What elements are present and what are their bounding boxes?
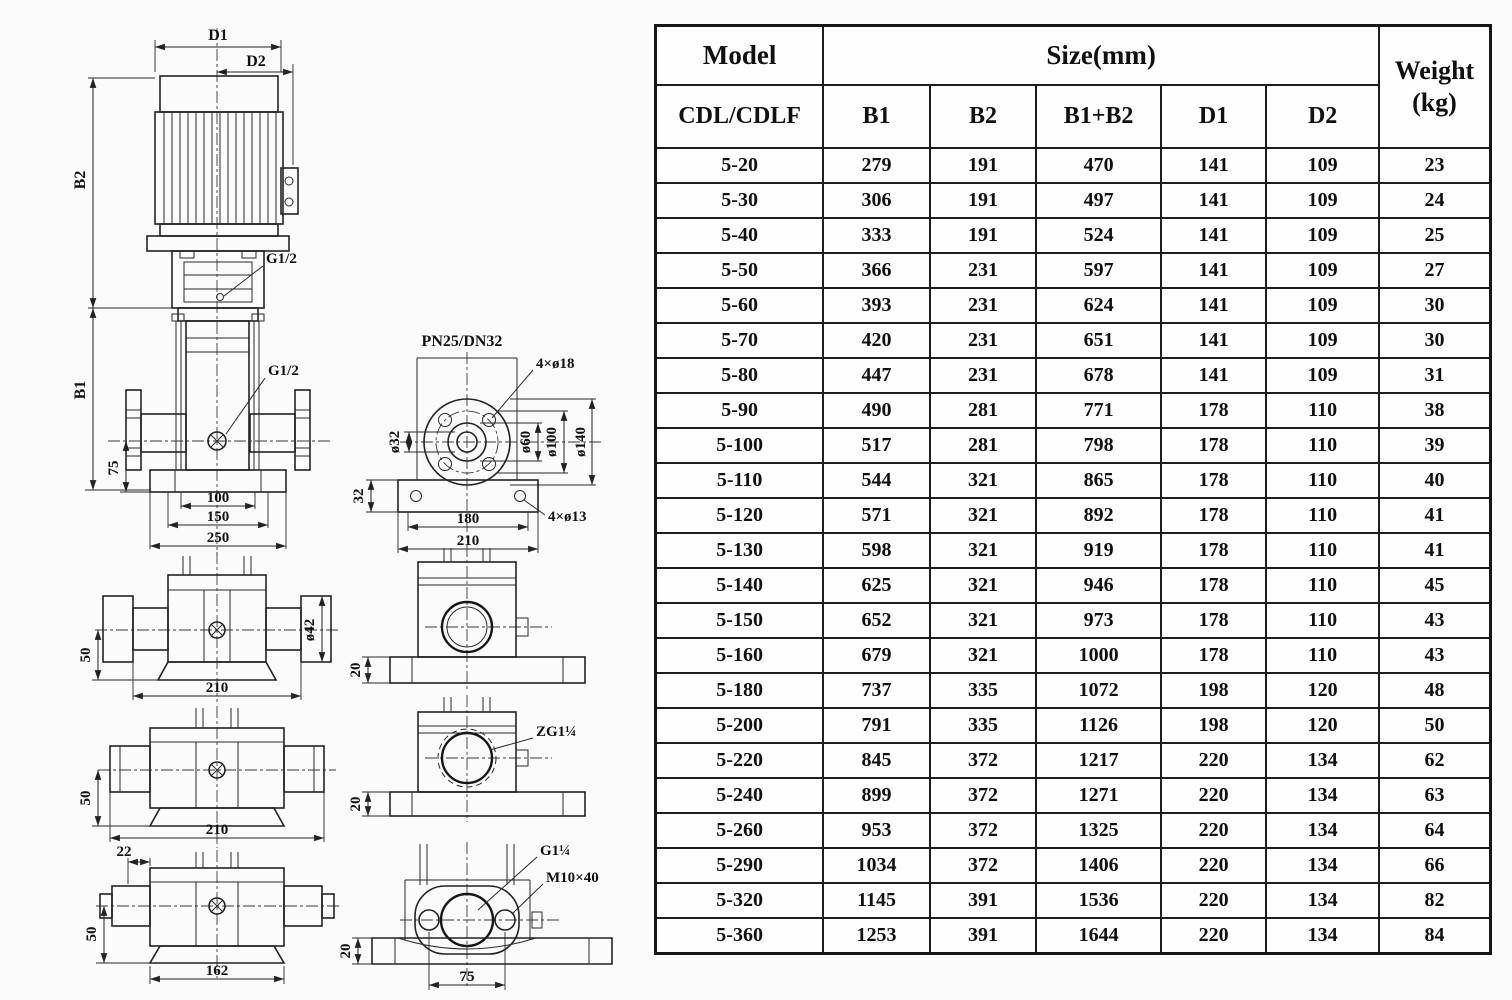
cell-b2: 372 bbox=[930, 778, 1037, 813]
side-view-d2 bbox=[338, 842, 612, 990]
cell-d1: 220 bbox=[1161, 813, 1266, 848]
cell-model: 5-180 bbox=[656, 673, 824, 708]
dim-50-label-b: 50 bbox=[78, 647, 94, 663]
bolt-m10x40-label: M10×40 bbox=[546, 870, 599, 886]
cell-b2: 281 bbox=[930, 393, 1037, 428]
cell-b1b2: 470 bbox=[1036, 148, 1161, 183]
cell-b1b2: 678 bbox=[1036, 358, 1161, 393]
side-view-b2 bbox=[348, 545, 585, 692]
header-d2: D2 bbox=[1266, 85, 1379, 148]
cell-b2: 372 bbox=[930, 848, 1037, 883]
dim-210-label-b: 210 bbox=[205, 680, 229, 696]
motor bbox=[147, 76, 298, 258]
cell-d1: 178 bbox=[1161, 393, 1266, 428]
cell-b2: 231 bbox=[930, 288, 1037, 323]
cell-d2: 110 bbox=[1266, 463, 1379, 498]
cell-model: 5-70 bbox=[656, 323, 824, 358]
cell-model: 5-120 bbox=[656, 498, 824, 533]
cell-b1: 1145 bbox=[823, 883, 930, 918]
cell-weight: 62 bbox=[1379, 743, 1491, 778]
dim-50-label-d: 50 bbox=[84, 926, 100, 942]
cell-b2: 191 bbox=[930, 218, 1037, 253]
dim-250-label: 250 bbox=[206, 530, 230, 546]
dim-b1-label: B1 bbox=[72, 380, 89, 400]
cell-b1b2: 1406 bbox=[1036, 848, 1161, 883]
cell-b1: 953 bbox=[823, 813, 930, 848]
cell-model: 5-60 bbox=[656, 288, 824, 323]
cell-b2: 231 bbox=[930, 358, 1037, 393]
cell-b1b2: 973 bbox=[1036, 603, 1161, 638]
pump-base bbox=[150, 470, 286, 492]
dim-b2-label: B2 bbox=[72, 170, 89, 190]
cell-model: 5-140 bbox=[656, 568, 824, 603]
dim-20-label-b2: 20 bbox=[348, 662, 364, 678]
motor-stool bbox=[172, 251, 264, 308]
dim-50-label-c: 50 bbox=[78, 790, 94, 806]
cell-b1b2: 798 bbox=[1036, 428, 1161, 463]
cell-weight: 40 bbox=[1379, 463, 1491, 498]
cell-b2: 321 bbox=[930, 498, 1037, 533]
cell-model: 5-360 bbox=[656, 918, 824, 954]
cell-b1: 279 bbox=[823, 148, 930, 183]
cell-b1: 791 bbox=[823, 708, 930, 743]
header-b2: B2 bbox=[930, 85, 1037, 148]
cell-b1b2: 1536 bbox=[1036, 883, 1161, 918]
table-row bbox=[656, 428, 1491, 463]
cell-b1: 598 bbox=[823, 533, 930, 568]
cell-b1b2: 624 bbox=[1036, 288, 1161, 323]
cell-b2: 321 bbox=[930, 463, 1037, 498]
cell-d2: 110 bbox=[1266, 498, 1379, 533]
size-table bbox=[654, 24, 1492, 955]
cell-weight: 41 bbox=[1379, 498, 1491, 533]
cell-model: 5-100 bbox=[656, 428, 824, 463]
cell-b1b2: 497 bbox=[1036, 183, 1161, 218]
cell-weight: 50 bbox=[1379, 708, 1491, 743]
cell-weight: 27 bbox=[1379, 253, 1491, 288]
cell-b1b2: 1000 bbox=[1036, 638, 1161, 673]
side-view-c bbox=[78, 706, 336, 848]
cell-b1b2: 946 bbox=[1036, 568, 1161, 603]
dim-phi42-label: ø42 bbox=[302, 618, 318, 642]
cell-b1: 393 bbox=[823, 288, 930, 323]
cell-weight: 45 bbox=[1379, 568, 1491, 603]
cell-weight: 38 bbox=[1379, 393, 1491, 428]
cell-d1: 178 bbox=[1161, 638, 1266, 673]
table-row bbox=[656, 743, 1491, 778]
cell-b2: 335 bbox=[930, 708, 1037, 743]
header-weight-line2: (kg) bbox=[1412, 88, 1457, 117]
dim-150-label: 150 bbox=[206, 509, 230, 525]
side-view-c2 bbox=[348, 695, 585, 822]
cell-b1b2: 1644 bbox=[1036, 918, 1161, 954]
cell-model: 5-290 bbox=[656, 848, 824, 883]
cell-d2: 134 bbox=[1266, 813, 1379, 848]
cell-model: 5-160 bbox=[656, 638, 824, 673]
cell-d1: 141 bbox=[1161, 148, 1266, 183]
cell-d1: 141 bbox=[1161, 253, 1266, 288]
thread-zg114-label: ZG1¼ bbox=[536, 724, 577, 740]
cell-model: 5-30 bbox=[656, 183, 824, 218]
dim-180-label: 180 bbox=[456, 511, 480, 527]
cell-b2: 321 bbox=[930, 603, 1037, 638]
cell-weight: 43 bbox=[1379, 603, 1491, 638]
cell-b1: 1253 bbox=[823, 918, 930, 954]
header-model-sub: CDL/CDLF bbox=[656, 85, 824, 148]
cell-b1: 1034 bbox=[823, 848, 930, 883]
dim-20-label-d2: 20 bbox=[338, 943, 354, 959]
base-hole bbox=[515, 491, 526, 502]
table-row bbox=[656, 708, 1491, 743]
cell-d1: 220 bbox=[1161, 743, 1266, 778]
cell-weight: 23 bbox=[1379, 148, 1491, 183]
dim-75-label-d2: 75 bbox=[459, 969, 475, 985]
cell-d2: 109 bbox=[1266, 183, 1379, 218]
cell-b1: 899 bbox=[823, 778, 930, 813]
cell-b2: 372 bbox=[930, 743, 1037, 778]
cell-b1b2: 919 bbox=[1036, 533, 1161, 568]
cell-d2: 109 bbox=[1266, 253, 1379, 288]
header-d1: D1 bbox=[1161, 85, 1266, 148]
table-row bbox=[656, 603, 1491, 638]
cell-d1: 178 bbox=[1161, 463, 1266, 498]
cell-b2: 321 bbox=[930, 568, 1037, 603]
table-row bbox=[656, 183, 1491, 218]
cell-weight: 24 bbox=[1379, 183, 1491, 218]
cell-b2: 191 bbox=[930, 148, 1037, 183]
base-hole bbox=[411, 491, 422, 502]
table-row bbox=[656, 778, 1491, 813]
cell-weight: 25 bbox=[1379, 218, 1491, 253]
side-view-d bbox=[84, 844, 342, 984]
cell-d2: 109 bbox=[1266, 358, 1379, 393]
cell-b1: 737 bbox=[823, 673, 930, 708]
cell-b1b2: 771 bbox=[1036, 393, 1161, 428]
cell-d2: 120 bbox=[1266, 673, 1379, 708]
cell-weight: 39 bbox=[1379, 428, 1491, 463]
main-front-view bbox=[72, 27, 330, 556]
cell-b1b2: 1126 bbox=[1036, 708, 1161, 743]
cell-model: 5-240 bbox=[656, 778, 824, 813]
side-view-b bbox=[78, 552, 340, 702]
cell-model: 5-110 bbox=[656, 463, 824, 498]
cell-b2: 372 bbox=[930, 813, 1037, 848]
base-holes-label: 4×ø13 bbox=[548, 509, 587, 525]
cell-model: 5-50 bbox=[656, 253, 824, 288]
cell-b1: 571 bbox=[823, 498, 930, 533]
cell-d2: 110 bbox=[1266, 638, 1379, 673]
cell-d1: 141 bbox=[1161, 183, 1266, 218]
cell-model: 5-150 bbox=[656, 603, 824, 638]
pump-technical-drawing bbox=[0, 0, 655, 1000]
cell-model: 5-130 bbox=[656, 533, 824, 568]
cell-d1: 220 bbox=[1161, 778, 1266, 813]
cell-b2: 335 bbox=[930, 673, 1037, 708]
cell-d1: 220 bbox=[1161, 918, 1266, 954]
table-row bbox=[656, 883, 1491, 918]
table-row bbox=[656, 218, 1491, 253]
table-row bbox=[656, 848, 1491, 883]
cell-b1b2: 1325 bbox=[1036, 813, 1161, 848]
cell-model: 5-80 bbox=[656, 358, 824, 393]
dim-phi32-label: ø32 bbox=[387, 430, 403, 454]
cell-model: 5-20 bbox=[656, 148, 824, 183]
cell-b2: 391 bbox=[930, 918, 1037, 954]
flange-title: PN25/DN32 bbox=[421, 333, 503, 350]
cell-weight: 31 bbox=[1379, 358, 1491, 393]
dim-75-label: 75 bbox=[106, 460, 122, 476]
cell-b1b2: 597 bbox=[1036, 253, 1161, 288]
cell-d1: 178 bbox=[1161, 568, 1266, 603]
header-b1: B1 bbox=[823, 85, 930, 148]
cell-b1: 517 bbox=[823, 428, 930, 463]
cell-d2: 134 bbox=[1266, 883, 1379, 918]
dim-d2-label: D2 bbox=[246, 53, 266, 70]
cell-b1b2: 1217 bbox=[1036, 743, 1161, 778]
cell-d1: 141 bbox=[1161, 288, 1266, 323]
table-row bbox=[656, 673, 1491, 708]
table-row bbox=[656, 288, 1491, 323]
dim-phi60-label: ø60 bbox=[518, 430, 534, 454]
header-weight-line1: Weight bbox=[1394, 55, 1475, 85]
header-b1b2: B1+B2 bbox=[1036, 85, 1161, 148]
cell-d1: 198 bbox=[1161, 708, 1266, 743]
cell-weight: 48 bbox=[1379, 673, 1491, 708]
flange-bolt-holes-label: 4×ø18 bbox=[536, 356, 575, 372]
cell-d1: 141 bbox=[1161, 358, 1266, 393]
cell-b1b2: 892 bbox=[1036, 498, 1161, 533]
table-row bbox=[656, 323, 1491, 358]
table-row bbox=[656, 148, 1491, 183]
cell-d2: 109 bbox=[1266, 218, 1379, 253]
cell-b1: 544 bbox=[823, 463, 930, 498]
cell-d1: 141 bbox=[1161, 323, 1266, 358]
dim-210-label-c: 210 bbox=[205, 822, 229, 838]
cell-b1b2: 651 bbox=[1036, 323, 1161, 358]
cell-d2: 120 bbox=[1266, 708, 1379, 743]
dim-phi140-label: ø140 bbox=[573, 427, 589, 457]
cell-d2: 110 bbox=[1266, 603, 1379, 638]
drain-thread-label: G1/2 bbox=[268, 363, 299, 379]
cell-b1: 625 bbox=[823, 568, 930, 603]
cell-d2: 110 bbox=[1266, 393, 1379, 428]
cell-d2: 110 bbox=[1266, 568, 1379, 603]
table-row bbox=[656, 498, 1491, 533]
cell-d2: 109 bbox=[1266, 323, 1379, 358]
table-row bbox=[656, 358, 1491, 393]
header-size: Size(mm) bbox=[823, 26, 1379, 86]
vent-thread-label: G1/2 bbox=[266, 251, 297, 267]
cell-b1b2: 1271 bbox=[1036, 778, 1161, 813]
table-row bbox=[656, 813, 1491, 848]
cell-d1: 141 bbox=[1161, 218, 1266, 253]
cell-b1: 447 bbox=[823, 358, 930, 393]
cell-b1b2: 1072 bbox=[1036, 673, 1161, 708]
cell-model: 5-90 bbox=[656, 393, 824, 428]
cell-b2: 231 bbox=[930, 253, 1037, 288]
cell-b1b2: 524 bbox=[1036, 218, 1161, 253]
cell-b1: 306 bbox=[823, 183, 930, 218]
cell-b1b2: 865 bbox=[1036, 463, 1161, 498]
dim-32-label: 32 bbox=[351, 488, 367, 504]
side-flanges bbox=[126, 390, 310, 470]
flange-top-view bbox=[351, 333, 604, 553]
dim-phi100-label: ø100 bbox=[544, 427, 560, 457]
size-table-body bbox=[656, 148, 1491, 954]
table-row bbox=[656, 463, 1491, 498]
cell-d2: 134 bbox=[1266, 743, 1379, 778]
table-row bbox=[656, 918, 1491, 954]
cell-b2: 281 bbox=[930, 428, 1037, 463]
cell-weight: 64 bbox=[1379, 813, 1491, 848]
cell-b2: 321 bbox=[930, 638, 1037, 673]
dim-210-label: 210 bbox=[456, 533, 480, 549]
cell-model: 5-320 bbox=[656, 883, 824, 918]
cell-model: 5-40 bbox=[656, 218, 824, 253]
header-weight bbox=[1379, 26, 1491, 149]
cell-weight: 41 bbox=[1379, 533, 1491, 568]
cell-d2: 134 bbox=[1266, 778, 1379, 813]
cell-model: 5-200 bbox=[656, 708, 824, 743]
cell-weight: 30 bbox=[1379, 323, 1491, 358]
cell-b1: 490 bbox=[823, 393, 930, 428]
dim-162-label: 162 bbox=[205, 963, 229, 979]
cell-d2: 134 bbox=[1266, 918, 1379, 954]
cell-d2: 110 bbox=[1266, 533, 1379, 568]
dimension-table bbox=[654, 24, 1492, 955]
dim-d1-label: D1 bbox=[208, 27, 228, 44]
cell-d1: 198 bbox=[1161, 673, 1266, 708]
dim-22-label: 22 bbox=[116, 844, 132, 860]
cell-d1: 178 bbox=[1161, 603, 1266, 638]
table-row bbox=[656, 568, 1491, 603]
cell-b1: 652 bbox=[823, 603, 930, 638]
cell-model: 5-220 bbox=[656, 743, 824, 778]
cell-b2: 231 bbox=[930, 323, 1037, 358]
thread-g114-label: G1¼ bbox=[540, 843, 571, 859]
cell-d1: 178 bbox=[1161, 428, 1266, 463]
cell-b1: 333 bbox=[823, 218, 930, 253]
cell-weight: 84 bbox=[1379, 918, 1491, 954]
dim-20-label-c2: 20 bbox=[348, 796, 364, 812]
cell-d1: 220 bbox=[1161, 848, 1266, 883]
table-row bbox=[656, 393, 1491, 428]
cell-d1: 178 bbox=[1161, 498, 1266, 533]
cell-weight: 66 bbox=[1379, 848, 1491, 883]
table-row bbox=[656, 253, 1491, 288]
cell-d2: 109 bbox=[1266, 148, 1379, 183]
cell-b2: 391 bbox=[930, 883, 1037, 918]
cell-model: 5-260 bbox=[656, 813, 824, 848]
cell-weight: 43 bbox=[1379, 638, 1491, 673]
cell-b2: 321 bbox=[930, 533, 1037, 568]
cell-d2: 110 bbox=[1266, 428, 1379, 463]
cell-d2: 109 bbox=[1266, 288, 1379, 323]
cell-b1: 366 bbox=[823, 253, 930, 288]
table-row bbox=[656, 638, 1491, 673]
cell-d2: 134 bbox=[1266, 848, 1379, 883]
cell-d1: 178 bbox=[1161, 533, 1266, 568]
cell-weight: 63 bbox=[1379, 778, 1491, 813]
cell-weight: 30 bbox=[1379, 288, 1491, 323]
cell-b1: 420 bbox=[823, 323, 930, 358]
table-row bbox=[656, 533, 1491, 568]
cell-b1: 679 bbox=[823, 638, 930, 673]
dim-100-label: 100 bbox=[206, 490, 230, 506]
cell-weight: 82 bbox=[1379, 883, 1491, 918]
header-model: Model bbox=[656, 26, 824, 86]
cell-b1: 845 bbox=[823, 743, 930, 778]
cell-b2: 191 bbox=[930, 183, 1037, 218]
cell-d1: 220 bbox=[1161, 883, 1266, 918]
